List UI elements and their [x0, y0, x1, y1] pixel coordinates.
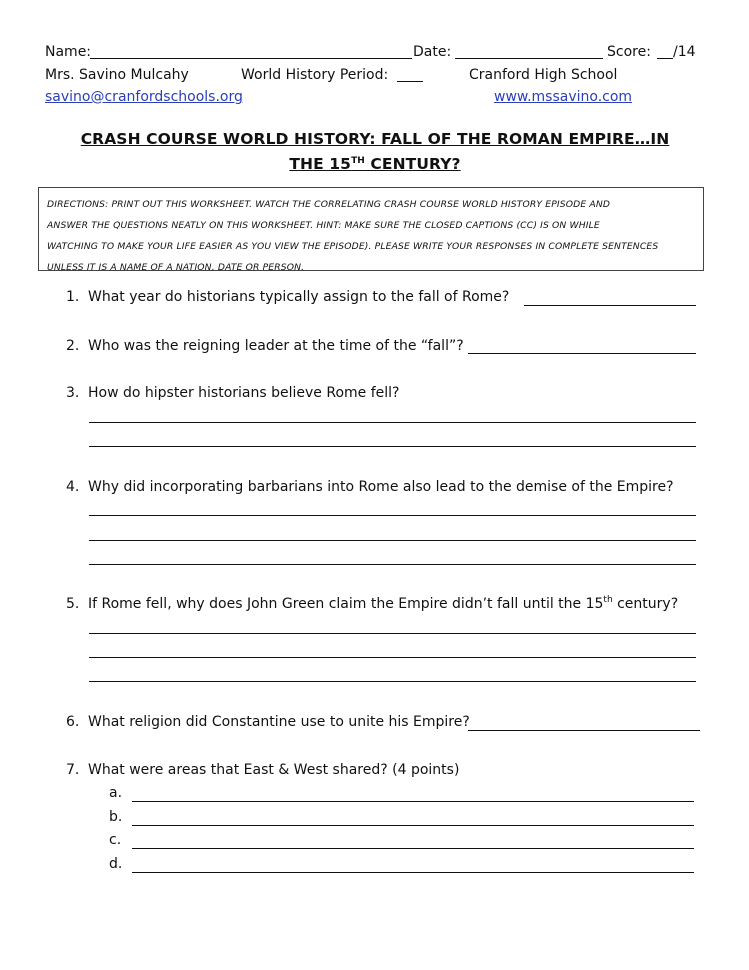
directions-line: UNLESS IT IS A NAME OF A NATION, DATE OR PERSON. [47, 262, 305, 273]
question-text: Who was the reigning leader at the time of the “fall”? [88, 338, 464, 354]
worksheet-title-line-2 [50, 155, 700, 173]
question-text: Why did incorporating barbarians into Rome also lead to the demise of the Empire? [88, 479, 674, 495]
answer-line-3b[interactable] [89, 446, 696, 447]
school-name: Cranford High School [469, 67, 618, 83]
answer-line-6[interactable] [468, 730, 700, 731]
date-field[interactable] [455, 44, 603, 59]
directions-line: ANSWER THE QUESTIONS NEATLY ON THIS WORKSHEET. HINT: MAKE SURE THE CLOSED CAPTIONS (CC) IS ON WHILE [47, 220, 600, 231]
answer-line-4b[interactable] [89, 540, 696, 541]
email-link[interactable]: savino@cranfordschools.org [45, 89, 243, 105]
question-number: 5. [66, 596, 80, 612]
question-number: 3. [66, 385, 80, 401]
answer-line-4c[interactable] [89, 564, 696, 565]
score-label: Score: [607, 44, 651, 60]
answer-line-7c[interactable] [132, 848, 694, 849]
period-label: World History Period: [241, 67, 389, 83]
score-total: /14 [673, 44, 696, 60]
worksheet-title-line-1: CRASH COURSE WORLD HISTORY: FALL OF THE ROMAN EMPIRE…IN [80, 130, 670, 148]
header-row-2 [45, 67, 700, 87]
question-text-superscript: th [603, 595, 613, 605]
teacher-name: Mrs. Savino Mulcahy [45, 67, 189, 83]
name-label: Name: [45, 44, 92, 60]
answer-line-5c[interactable] [89, 681, 696, 682]
question-text: How do hipster historians believe Rome fell? [88, 385, 400, 401]
name-field[interactable] [90, 44, 412, 59]
answer-line-7d[interactable] [132, 872, 694, 873]
answer-line-7a[interactable] [132, 801, 694, 802]
sub-item-a-label: a. [109, 785, 123, 801]
question-text [88, 596, 678, 612]
header-row-3 [45, 89, 700, 109]
question-number: 6. [66, 714, 80, 730]
sub-item-d-label: d. [109, 856, 123, 872]
answer-line-7b[interactable] [132, 825, 694, 826]
title-pre: THE 15 [289, 155, 352, 173]
answer-line-1[interactable] [524, 305, 696, 306]
directions-line: WATCHING TO MAKE YOUR LIFE EASIER AS YOU VIEW THE EPISODE). PLEASE WRITE YOUR RESPONSES IN COMPLETE SENTENCES [47, 241, 659, 252]
answer-line-5b[interactable] [89, 657, 696, 658]
answer-line-3a[interactable] [89, 422, 696, 423]
period-field[interactable] [397, 67, 423, 82]
title-superscript: TH [351, 156, 365, 166]
answer-line-5a[interactable] [89, 633, 696, 634]
question-text: What religion did Constantine use to unite his Empire? [88, 714, 470, 730]
directions-box [38, 187, 704, 271]
question-number: 4. [66, 479, 80, 495]
title-post: CENTURY? [364, 155, 461, 173]
question-text-post: century? [612, 596, 679, 612]
question-number: 7. [66, 762, 80, 778]
score-field[interactable] [657, 44, 673, 59]
directions-line: DIRECTIONS: PRINT OUT THIS WORKSHEET. WATCH THE CORRELATING CRASH COURSE WORLD HISTORY EPISODE AND [47, 199, 611, 210]
question-text: What were areas that East & West shared? (4 points) [88, 762, 460, 778]
question-number: 2. [66, 338, 80, 354]
website-link[interactable]: www.mssavino.com [494, 89, 633, 105]
date-label: Date: [413, 44, 452, 60]
question-number: 1. [66, 289, 80, 305]
sub-item-b-label: b. [109, 809, 123, 825]
question-text: What year do historians typically assign to the fall of Rome? [88, 289, 510, 305]
header-row-1 [45, 44, 700, 64]
answer-line-4a[interactable] [89, 515, 696, 516]
answer-line-2[interactable] [468, 353, 696, 354]
sub-item-c-label: c. [109, 832, 122, 848]
question-text-pre: If Rome fell, why does John Green claim the Empire didn’t fall until the 15 [88, 596, 604, 612]
